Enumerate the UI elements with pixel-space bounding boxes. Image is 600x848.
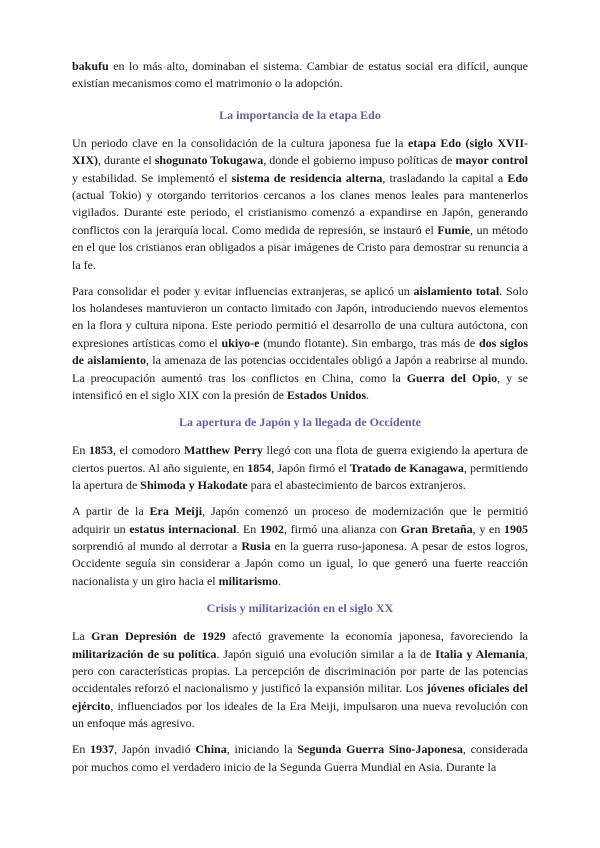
paragraph (72, 135, 528, 274)
text-run: . En (236, 521, 260, 536)
bold-term: Era Meiji (149, 504, 203, 519)
text-run: Para consolidar el poder y evitar influencias extranjeras, se aplicó un (72, 283, 414, 298)
text-run: afectó gravemente la economía japonesa, favoreciendo la (225, 629, 529, 644)
bold-term: Gran Depresión de 1929 (91, 629, 226, 644)
bold-term: militarismo (218, 573, 278, 588)
text-run: (actual Tokio) y otorgando territorios cercanos a los clanes menos leales para mantenerlos vigilados. Durante este periodo, el cristianismo comenzó a expandirse en Japón, generando conflictos con la jerarquía local. Como medida de represión, se instauró el (72, 188, 528, 237)
section-heading: La importancia de la etapa Edo (219, 107, 381, 122)
text-run: . (365, 388, 369, 402)
text-run: . Japón siguió una evolución similar a la de (216, 646, 436, 661)
text-run: , trasladando la capital a (382, 170, 508, 185)
text-run: , el comodoro (112, 443, 185, 458)
bold-term: mayor control (455, 153, 529, 168)
bold-term: 1854 (247, 460, 272, 475)
bold-term: ukiyo-e (221, 335, 260, 350)
text-run: Un periodo clave en la consolidación de la cultura japonesa fue la (72, 135, 408, 150)
text-run: En (72, 742, 91, 757)
text-run: . Solo los holandeses mantuvieron un contacto limitado con Japón, introduciendo nuevos elementos en la flora y cultura nipona. Este periodo permitió el desarrollo de una cultura autóctona, con expresiones artísticas como el (72, 283, 528, 350)
text-run: , y se intensificó en el siglo XIX con la presión de (72, 370, 528, 402)
bold-term: sistema de residencia alterna (231, 170, 383, 185)
paragraph (72, 741, 528, 776)
text-run: , iniciando la (226, 742, 298, 757)
text-run: , influenciados por los ideales de la Era Meiji, impulsaron una nueva revolución con un enfoque más agresivo. (72, 698, 528, 731)
section-heading: Crisis y militarización en el siglo XX (206, 601, 394, 616)
text-run: , durante el (98, 153, 155, 168)
bold-term: estatus internacional (129, 521, 237, 536)
paragraph (72, 58, 528, 93)
text-run: , Japón comenzó un proceso de modernización que le permitió adquirir un (72, 504, 528, 536)
text-run: , permitiendo la apertura de (72, 460, 528, 493)
bold-term: 1902 (259, 521, 284, 536)
bold-term: Fumie (437, 222, 470, 237)
bold-term: China (195, 742, 227, 757)
bold-term: Italia y Alemania (435, 646, 526, 661)
paragraph (72, 628, 528, 732)
bold-term: militarización de su política (72, 646, 217, 661)
text-run: en la guerra ruso-japonesa. A pesar de estos logros, Occidente seguía sin considerar a Japón como un igual, lo que generó una fuerte reacción nacionalista y un giro hacia el (72, 538, 528, 588)
text-run: A partir de la (72, 504, 150, 519)
text-run: sorprendió al mundo al derrotar a (72, 538, 242, 553)
bold-term: Matthew Perry (184, 443, 263, 458)
bold-term: 1853 (88, 443, 113, 458)
text-run: y estabilidad. Se implementó el (72, 170, 232, 185)
text-run: En (72, 443, 89, 458)
bold-term: aislamiento total (413, 283, 500, 298)
text-run: La (72, 629, 92, 644)
bold-term: shogunato Tokugawa (154, 153, 264, 168)
bold-term: Guerra del Opio (406, 370, 498, 385)
bold-term: Segunda Guerra Sino-Japonesa (297, 742, 463, 757)
bold-term: Estados Unidos (286, 388, 366, 402)
text-run: llegó con una flota de guerra exigiendo la apertura de ciertos puertos. Al año siguiente, en (72, 443, 529, 475)
paragraph (72, 442, 528, 494)
text-run: , Japón invadió (114, 742, 196, 757)
text-run: (mundo flotante). Sin embargo, tras más de (259, 335, 479, 350)
text-run: , y en (472, 521, 504, 536)
bold-term: Rusia (241, 538, 271, 553)
text-run: , firmó una alianza con (283, 521, 401, 536)
section-heading: La apertura de Japón y la llegada de Occidente (179, 415, 421, 430)
text-run: , un método en el que los cristianos eran obligados a pisar imágenes de Cristo para demostrar su renuncia a la fe. (72, 222, 528, 272)
bold-term: Shimoda y Hakodate (140, 478, 248, 493)
text-run: , la amenaza de las potencias occidentales obligó a Japón a reabrirse al mundo. La preocupación aumentó tras los conflictos en China, como la (72, 353, 528, 385)
text-run: , Japón firmó el (271, 460, 350, 475)
paragraph (72, 503, 528, 590)
bold-term: bakufu (72, 59, 109, 73)
paragraph (72, 283, 528, 405)
text-run: , considerada por muchos como el verdadero inicio de la Segunda Guerra Mundial en Asia. Durante la (72, 742, 528, 774)
bold-term: dos siglos de aislamiento (72, 335, 529, 368)
bold-term: etapa Edo (siglo XVII-XIX) (72, 135, 528, 168)
text-run: , pero con características propias. La percepción de discriminación por parte de las potencias occidentales reforzó el nacionalismo y justificó la expansión militar. Los (72, 646, 529, 696)
bold-term: Gran Bretaña (400, 521, 473, 536)
text-run: . (277, 573, 281, 588)
bold-term: Edo (507, 170, 529, 185)
bold-term: jóvenes oficiales del ejército (72, 681, 528, 713)
text-run: para el abastecimiento de barcos extranjeros. (247, 478, 466, 493)
bold-term: Tratado de Kanagawa (349, 460, 464, 475)
bold-term: 1937 (90, 742, 115, 757)
text-run: , donde el gobierno impuso políticas de (263, 153, 456, 168)
text-run: en lo más alto, dominaban el sistema. Cambiar de estatus social era difícil, aunque existían mecanismos como el matrimonio o la adopción. (72, 59, 528, 91)
bold-term: 1905 (503, 521, 528, 536)
